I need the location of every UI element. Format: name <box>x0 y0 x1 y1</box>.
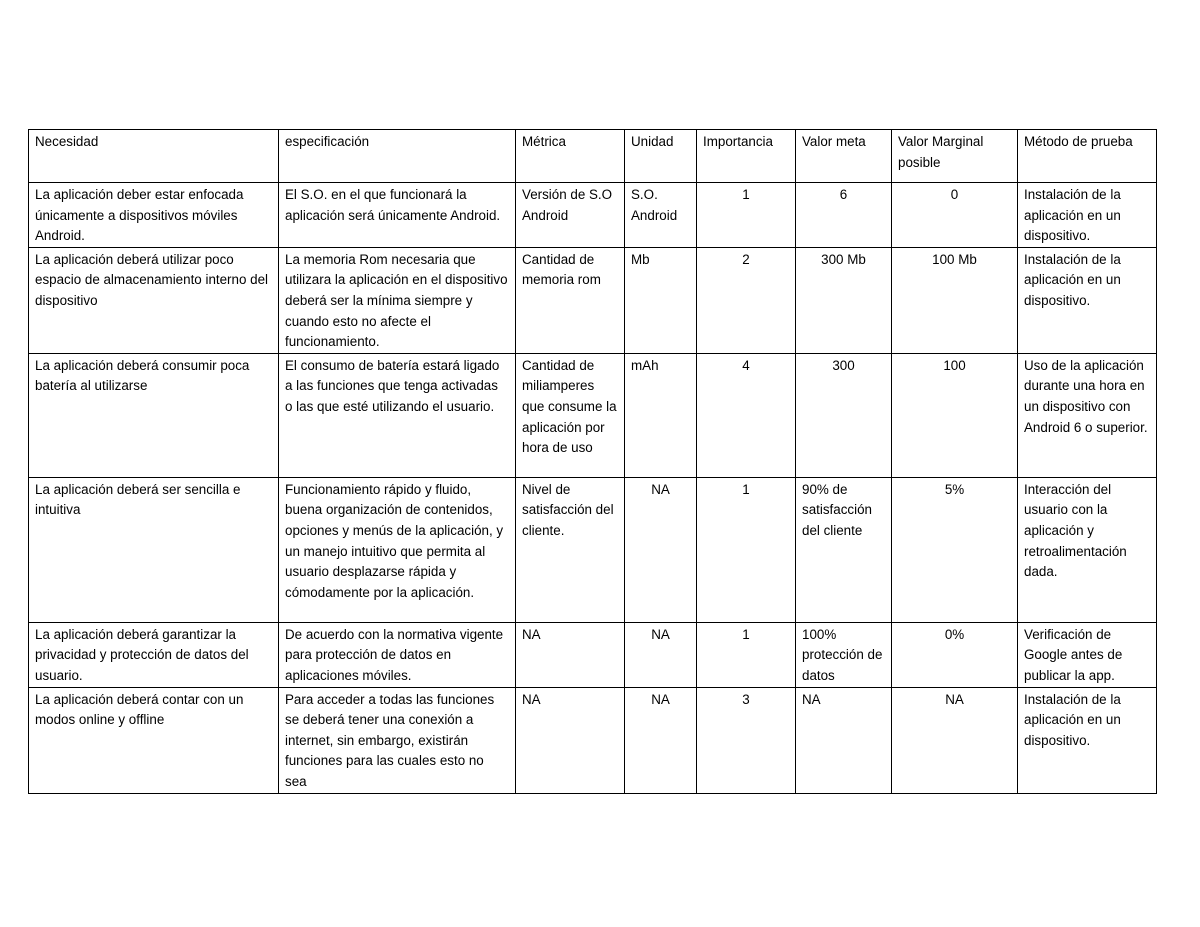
cell-especificacion: La memoria Rom necesaria que utilizara la aplicación en el dispositivo deberá ser la mínima siempre y cuando esto no afecte el funcionamiento. <box>279 247 516 353</box>
cell-metodo: Interacción del usuario con la aplicación y retroalimentación dada. <box>1018 477 1157 622</box>
requirements-table <box>28 129 1157 794</box>
table-row <box>29 622 1157 687</box>
cell-metodo: Instalación de la aplicación en un dispositivo. <box>1018 247 1157 353</box>
header-cell: Métrica <box>516 130 625 183</box>
cell-valor-meta: NA <box>796 687 892 793</box>
cell-metrica: NA <box>516 622 625 687</box>
cell-valor-meta: 100% protección de datos <box>796 622 892 687</box>
cell-valor-marginal: 100 Mb <box>892 247 1018 353</box>
cell-metrica: Cantidad de miliamperes que consume la aplicación por hora de uso <box>516 353 625 477</box>
cell-unidad: S.O. Android <box>625 183 697 248</box>
cell-importancia: 4 <box>697 353 796 477</box>
cell-especificacion: Para acceder a todas las funciones se deberá tener una conexión a internet, sin embargo, existirán funciones para las cuales esto no sea <box>279 687 516 793</box>
cell-valor-marginal: 100 <box>892 353 1018 477</box>
cell-necesidad: La aplicación deberá ser sencilla e intuitiva <box>29 477 279 622</box>
table-header-row <box>29 130 1157 183</box>
table-row <box>29 247 1157 353</box>
header-cell: Valor meta <box>796 130 892 183</box>
cell-metodo: Verificación de Google antes de publicar la app. <box>1018 622 1157 687</box>
cell-unidad: NA <box>625 477 697 622</box>
header-cell: Valor Marginal posible <box>892 130 1018 183</box>
table-row <box>29 477 1157 622</box>
header-cell: Método de prueba <box>1018 130 1157 183</box>
cell-metrica: Versión de S.O Android <box>516 183 625 248</box>
cell-necesidad: La aplicación deber estar enfocada únicamente a dispositivos móviles Android. <box>29 183 279 248</box>
cell-valor-marginal: NA <box>892 687 1018 793</box>
cell-metrica: Nivel de satisfacción del cliente. <box>516 477 625 622</box>
header-cell: Necesidad <box>29 130 279 183</box>
cell-metrica: NA <box>516 687 625 793</box>
cell-importancia: 1 <box>697 183 796 248</box>
cell-unidad: Mb <box>625 247 697 353</box>
cell-importancia: 3 <box>697 687 796 793</box>
table-row <box>29 687 1157 793</box>
cell-importancia: 1 <box>697 477 796 622</box>
cell-unidad: mAh <box>625 353 697 477</box>
cell-metrica: Cantidad de memoria rom <box>516 247 625 353</box>
cell-importancia: 2 <box>697 247 796 353</box>
cell-especificacion: De acuerdo con la normativa vigente para protección de datos en aplicaciones móviles. <box>279 622 516 687</box>
cell-necesidad: La aplicación deberá contar con un modos online y offline <box>29 687 279 793</box>
cell-metodo: Uso de la aplicación durante una hora en un dispositivo con Android 6 o superior. <box>1018 353 1157 477</box>
cell-metodo: Instalación de la aplicación en un dispositivo. <box>1018 183 1157 248</box>
cell-valor-meta: 90% de satisfacción del cliente <box>796 477 892 622</box>
cell-unidad: NA <box>625 622 697 687</box>
cell-valor-marginal: 0 <box>892 183 1018 248</box>
cell-especificacion: El consumo de batería estará ligado a las funciones que tenga activadas o las que esté utilizando el usuario. <box>279 353 516 477</box>
header-cell: especificación <box>279 130 516 183</box>
cell-necesidad: La aplicación deberá garantizar la privacidad y protección de datos del usuario. <box>29 622 279 687</box>
table-row <box>29 183 1157 248</box>
cell-metodo: Instalación de la aplicación en un dispositivo. <box>1018 687 1157 793</box>
cell-especificacion: Funcionamiento rápido y fluido, buena organización de contenidos, opciones y menús de la aplicación, y un manejo intuitivo que permita al usuario desplazarse rápida y cómodamente por la aplicación. <box>279 477 516 622</box>
cell-necesidad: La aplicación deberá consumir poca batería al utilizarse <box>29 353 279 477</box>
header-cell: Importancia <box>697 130 796 183</box>
cell-valor-marginal: 5% <box>892 477 1018 622</box>
cell-necesidad: La aplicación deberá utilizar poco espacio de almacenamiento interno del dispositivo <box>29 247 279 353</box>
table-row <box>29 353 1157 477</box>
header-cell: Unidad <box>625 130 697 183</box>
cell-unidad: NA <box>625 687 697 793</box>
cell-valor-meta: 300 Mb <box>796 247 892 353</box>
cell-valor-meta: 300 <box>796 353 892 477</box>
cell-valor-meta: 6 <box>796 183 892 248</box>
cell-especificacion: El S.O. en el que funcionará la aplicación será únicamente Android. <box>279 183 516 248</box>
cell-valor-marginal: 0% <box>892 622 1018 687</box>
cell-importancia: 1 <box>697 622 796 687</box>
